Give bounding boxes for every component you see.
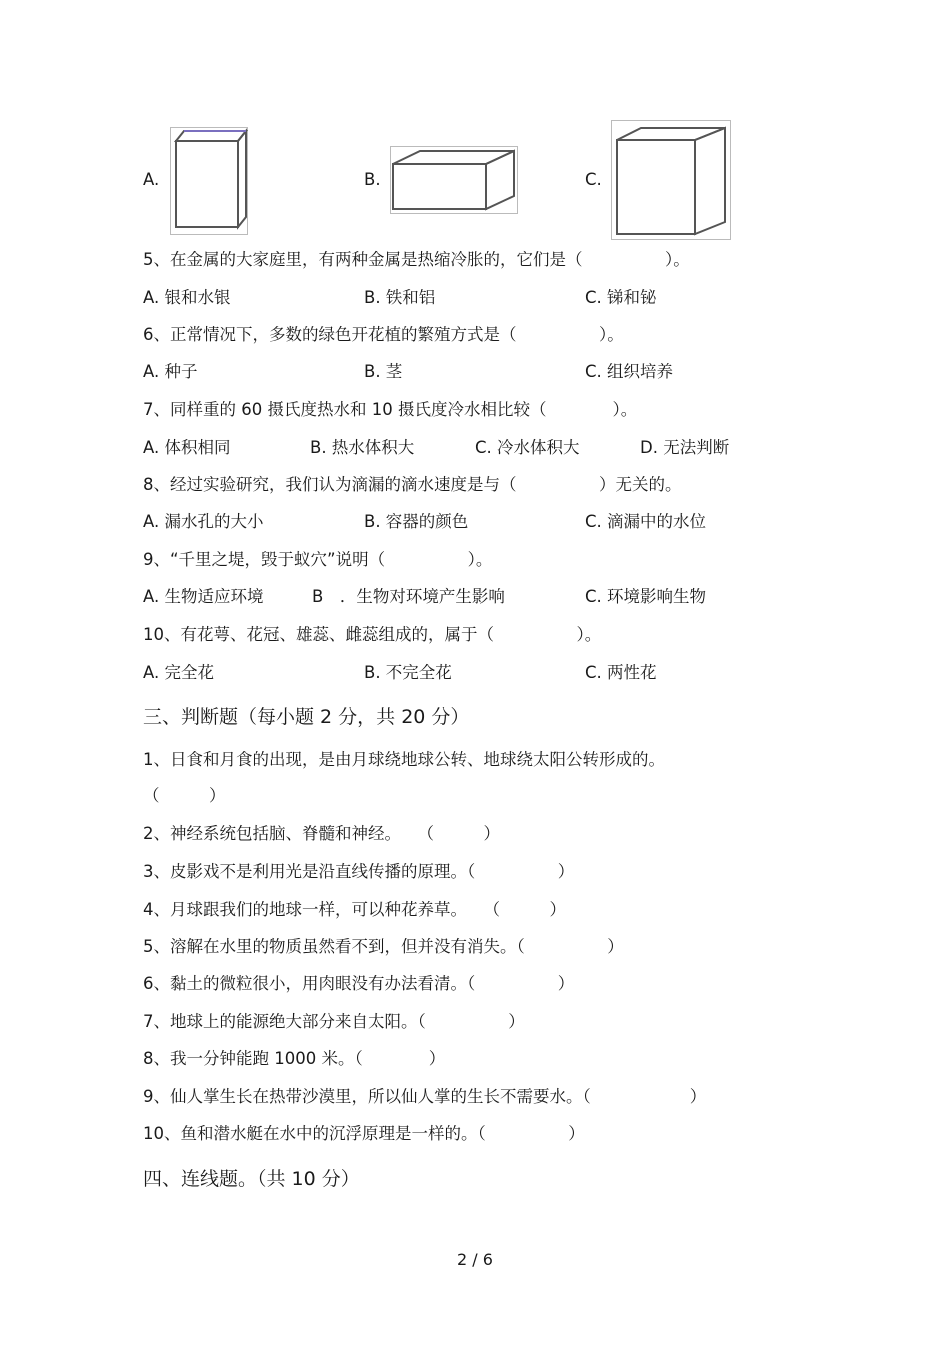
question-option: C. 锑和铋 bbox=[585, 288, 657, 307]
judgment-item: 3、皮影戏不是利用光是沿直线传播的原理。（ ） bbox=[143, 862, 575, 881]
option-b-letter: B. bbox=[364, 170, 381, 189]
judgment-item: 8、我一分钟能跑 1000 米。（ ） bbox=[143, 1049, 446, 1068]
judgment-item: （ ） bbox=[143, 786, 226, 805]
question-option: A. 生物适应环境 bbox=[143, 587, 264, 606]
question-stem: 9、“千里之堤，毁于蚁穴”说明（ ）。 bbox=[143, 550, 493, 569]
page-number: 2 / 6 bbox=[457, 1250, 493, 1269]
judgment-item: 7、地球上的能源绝大部分来自太阳。（ ） bbox=[143, 1012, 525, 1031]
question-option: C. 冷水体积大 bbox=[475, 438, 580, 457]
question-option: B. 茎 bbox=[364, 362, 403, 381]
section-heading: 三、判断题（每小题 2 分，共 20 分） bbox=[143, 706, 470, 728]
option-a-letter: A. bbox=[143, 170, 160, 189]
judgment-item: 2、神经系统包括脑、脊髓和神经。 （ ） bbox=[143, 824, 500, 843]
judgment-item: 6、黏土的微粒很小，用肉眼没有办法看清。（ ） bbox=[143, 974, 575, 993]
question-option: A. 体积相同 bbox=[143, 438, 231, 457]
question-option: C. 滴漏中的水位 bbox=[585, 512, 707, 531]
question-stem: 5、在金属的大家庭里，有两种金属是热缩冷胀的，它们是（ ）。 bbox=[143, 250, 690, 269]
cube-figure bbox=[611, 120, 731, 240]
question-option: A. 银和水银 bbox=[143, 288, 231, 307]
question-option: C. 两性花 bbox=[585, 663, 657, 682]
judgment-item: 5、溶解在水里的物质虽然看不到，但并没有消失。（ ） bbox=[143, 937, 624, 956]
flat-box-figure bbox=[390, 146, 518, 214]
judgment-item: 4、月球跟我们的地球一样，可以种花养草。 （ ） bbox=[143, 900, 566, 919]
question-option: A. 完全花 bbox=[143, 663, 214, 682]
question-option: D. 无法判断 bbox=[640, 438, 730, 457]
question-stem: 6、正常情况下，多数的绿色开花植的繁殖方式是（ ）。 bbox=[143, 325, 624, 344]
judgment-item: 9、仙人掌生长在热带沙漠里，所以仙人掌的生长不需要水。（ ） bbox=[143, 1087, 707, 1106]
question-option: B. 铁和铝 bbox=[364, 288, 436, 307]
question-option: B ．生物对环境产生影响 bbox=[312, 587, 505, 606]
tall-box-figure bbox=[170, 127, 248, 235]
question-option: C. 组织培养 bbox=[585, 362, 674, 381]
question-stem: 8、经过实验研究，我们认为滴漏的滴水速度是与（ ）无关的。 bbox=[143, 475, 682, 494]
question-stem: 7、同样重的 60 摄氏度热水和 10 摄氏度冷水相比较（ ）。 bbox=[143, 400, 638, 419]
question-option: A. 漏水孔的大小 bbox=[143, 512, 264, 531]
question-option: B. 容器的颜色 bbox=[364, 512, 469, 531]
option-c-letter: C. bbox=[585, 170, 602, 189]
question-stem: 10、有花萼、花冠、雄蕊、雌蕊组成的，属于（ ）。 bbox=[143, 625, 602, 644]
question-option: A. 种子 bbox=[143, 362, 198, 381]
question-option: B. 不完全花 bbox=[364, 663, 452, 682]
judgment-item: 10、鱼和潜水艇在水中的沉浮原理是一样的。（ ） bbox=[143, 1124, 585, 1143]
section-heading: 四、连线题。（共 10 分） bbox=[143, 1168, 360, 1190]
question-option: B. 热水体积大 bbox=[310, 438, 415, 457]
question-option: C. 环境影响生物 bbox=[585, 587, 707, 606]
judgment-item: 1、日食和月食的出现，是由月球绕地球公转、地球绕太阳公转形成的。 bbox=[143, 750, 665, 769]
